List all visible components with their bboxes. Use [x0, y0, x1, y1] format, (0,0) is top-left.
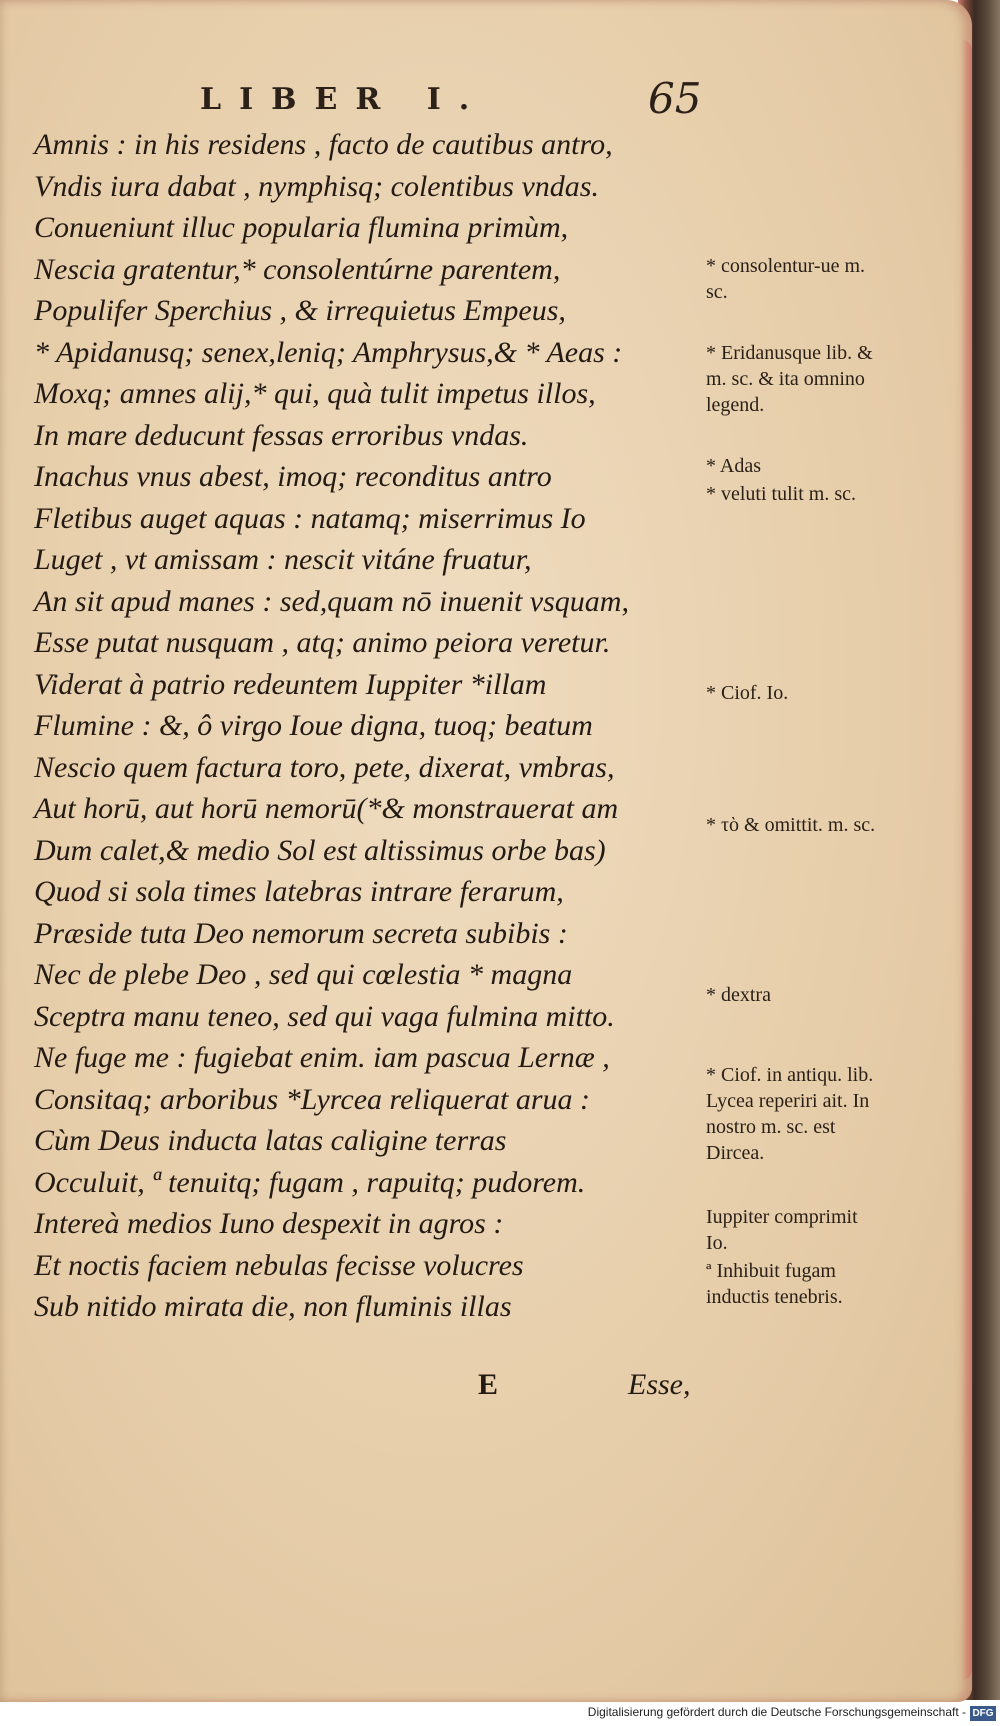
- marginal-note: * Ciof. in antiqu. lib. Lycea reperiri ait. In nostro m. sc. est Dircea.: [706, 1064, 874, 1164]
- verse-line: Fletibus auget aquas : natamq; miserrimus Io: [34, 501, 586, 535]
- verse-line: Conueniunt illuc popularia flumina primùm,: [34, 211, 569, 244]
- catchword: Esse,: [628, 1368, 691, 1401]
- verse-line: Intereà medios Iuno despexit in agros :: [34, 1207, 504, 1240]
- verse-line: Nescia gratentur,* consolentúrne parentem,: [34, 252, 561, 286]
- verse-line: Et noctis faciem nebulas fecisse volucres: [34, 1248, 524, 1282]
- verse-line: Consitaq; arboribus *Lyrcea reliquerat arua :: [34, 1082, 591, 1116]
- marginal-note: * dextra: [706, 984, 771, 1006]
- marginal-note: * τὸ & omittit. m. sc.: [706, 814, 876, 836]
- verse-line: Viderat à patrio redeuntem Iuppiter *illam: [34, 667, 547, 701]
- verse-line: Aut horū, aut horū nemorū(*& monstrauerat am: [34, 792, 619, 825]
- verse-line: An sit apud manes : sed,quam nō inuenit vsquam,: [34, 584, 629, 618]
- verse-line: Quod si sola times latebras intrare ferarum,: [34, 875, 564, 908]
- verse-line: Ne fuge me : fugiebat enim. iam pascua Lernæ ,: [34, 1041, 610, 1074]
- marginal-note: * Adas: [706, 455, 761, 477]
- dfg-logo-icon: DFG: [970, 1706, 996, 1721]
- verse-line: Dum calet,& medio Sol est altissimus orbe bas): [34, 833, 606, 867]
- marginal-note: * veluti tulit m. sc.: [706, 483, 856, 505]
- verse-line: Inachus vnus abest, imoq; reconditus antro: [34, 460, 552, 493]
- verse-line: Esse putat nusquam , atq; animo peiora veretur.: [34, 626, 611, 659]
- verse-line: Occuluit, ª tenuitq; fugam , rapuitq; pudorem.: [34, 1165, 586, 1199]
- marginal-note: * Ciof. Io.: [706, 682, 789, 704]
- verse-line: Sceptra manu teneo, sed qui vaga fulmina mitto.: [34, 999, 615, 1033]
- funding-credit: Digitalisierung gefördert durch die Deutsche Forschungsgemeinschaft -: [587, 1705, 966, 1719]
- verse-line: Amnis : in his residens , facto de cautibus antro,: [34, 128, 613, 161]
- page-number: 65: [648, 74, 702, 123]
- marginal-note: * Eridanusque lib. & m. sc. & ita omnino legend.: [706, 342, 873, 416]
- marginal-note: Iuppiter comprimit Io.: [706, 1206, 858, 1254]
- verse-line: Moxq; amnes alij,* qui, quà tulit impetus illos,: [34, 377, 596, 410]
- verse-line: Vndis iura dabat , nymphisq; colentibus vndas.: [34, 169, 599, 203]
- verse-line: Cùm Deus inducta latas caligine terras: [34, 1124, 507, 1157]
- marginal-note: * consolentur-ue m. sc.: [706, 255, 866, 303]
- verse-line: In mare deducunt fessas erroribus vndas.: [34, 418, 529, 452]
- verse-line: Nescio quem factura toro, pete, dixerat, vmbras,: [34, 750, 615, 784]
- verse-block: [34, 124, 704, 1328]
- verse-line: Luget , vt amissam : nescit vitáne fruatur,: [34, 543, 532, 576]
- running-head: [200, 74, 720, 124]
- footer-bar: [0, 1702, 1000, 1726]
- signature-mark: E: [478, 1368, 499, 1401]
- verse-line: Præside tuta Deo nemorum secreta subibis :: [34, 916, 568, 950]
- verse-line: Sub nitido mirata die, non fluminis illas: [34, 1290, 512, 1323]
- verse-line: Nec de plebe Deo , sed qui cœlestia * magna: [34, 958, 573, 991]
- verse-line: * Apidanusq; senex,leniq; Amphrysus,& * Aeas :: [34, 335, 623, 369]
- marginal-note: ª Inhibuit fugam inductis tenebris.: [706, 1260, 843, 1308]
- running-head-title: LIBER I.: [200, 82, 488, 117]
- verse-line: Populifer Sperchius , & irrequietus Empeus,: [34, 294, 566, 327]
- verse-line: Flumine : &, ô virgo Ioue digna, tuoq; beatum: [34, 709, 593, 742]
